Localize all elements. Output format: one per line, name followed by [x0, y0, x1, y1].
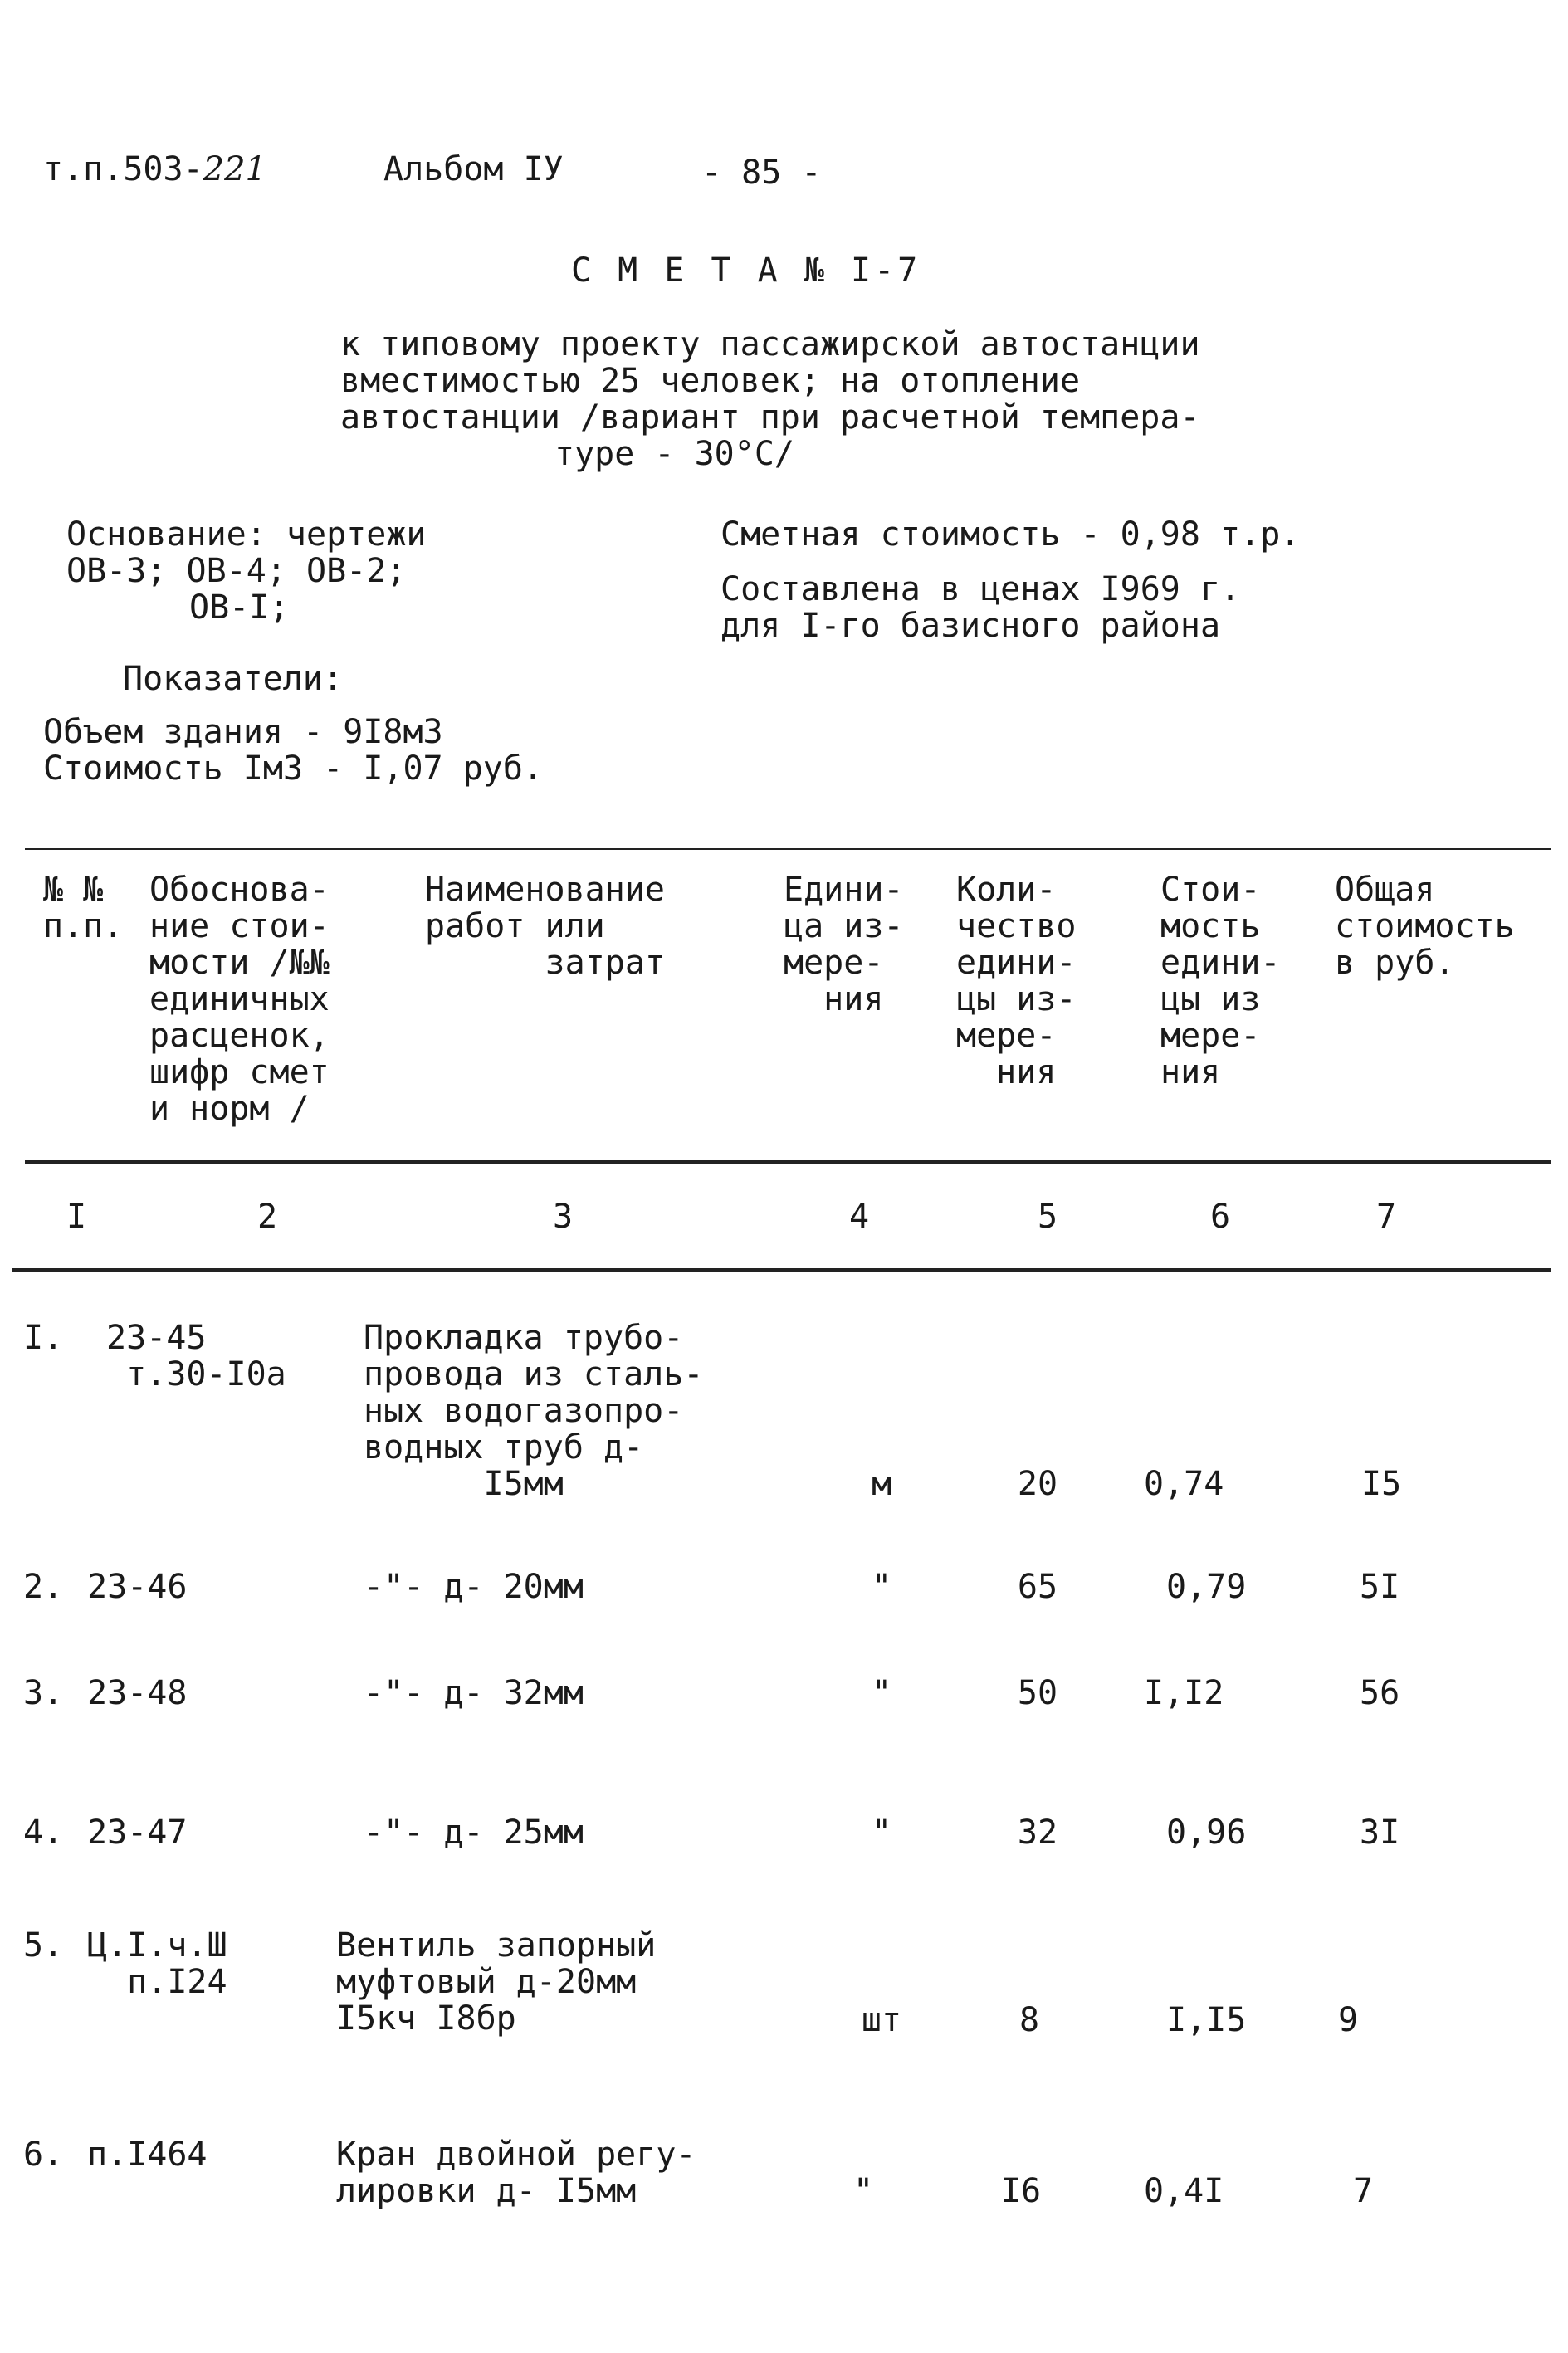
row-1-price: 0,74	[1144, 1465, 1224, 1503]
column-numbers-rule	[12, 1268, 1551, 1272]
row-3-total: 56	[1360, 1674, 1400, 1712]
row-3-quantity: 50	[1017, 1674, 1058, 1712]
row-2-name: -"- д- 20мм	[364, 1568, 584, 1606]
row-2-unit: "	[871, 1568, 892, 1606]
estimate-title: С М Е Т А № I-7	[571, 251, 921, 290]
header-cost-basis: Обоснова- ние стои- мости /№№ единичных расценок, шифр смет и норм /	[149, 871, 330, 1128]
row-2-number: 2.	[23, 1568, 64, 1606]
building-volume: Объем здания - 9I8м3	[43, 713, 443, 751]
row-3-price: I,I2	[1144, 1674, 1224, 1712]
document-code	[43, 151, 266, 188]
row-1-number: I.	[23, 1319, 64, 1357]
row-2-basis: 23-46	[87, 1568, 188, 1606]
row-5-unit: шт	[861, 2001, 902, 2039]
title-line-4: туре - 30°С/	[554, 435, 794, 473]
header-row-number: № № п.п.	[43, 871, 124, 945]
column-number-1: I	[66, 1198, 87, 1236]
header-work-name: Наименование работ или затрат	[425, 871, 665, 982]
row-6-unit: "	[852, 2172, 874, 2210]
row-1-basis: 23-45 т.30-I0а	[106, 1319, 286, 1394]
row-5-number: 5.	[23, 1926, 64, 1965]
title-line-3: автостанции /вариант при расчетной темпера-	[340, 398, 1200, 437]
basis-line-2: ОВ-3; ОВ-4; ОВ-2;	[66, 552, 407, 590]
row-4-number: 4.	[23, 1814, 64, 1852]
row-4-unit: "	[871, 1814, 892, 1852]
column-number-5: 5	[1037, 1198, 1058, 1236]
column-number-7: 7	[1375, 1198, 1397, 1236]
row-6-basis: п.I464	[87, 2136, 208, 2174]
row-4-basis: 23-47	[87, 1814, 188, 1852]
row-3-basis: 23-48	[87, 1674, 188, 1712]
header-bottom-rule	[25, 1160, 1551, 1164]
base-region: для I-го базисного района	[720, 607, 1221, 645]
column-number-4: 4	[848, 1198, 870, 1236]
row-5-total: 9	[1338, 2001, 1359, 2039]
row-6-number: 6.	[23, 2136, 64, 2174]
row-5-name: Вентиль запорный муфтовый д-20мм I5кч I8бр	[336, 1926, 657, 2038]
page-number: - 85 -	[701, 154, 822, 192]
row-3-name: -"- д- 32мм	[364, 1674, 584, 1712]
header-total: Общая стоимость в руб.	[1335, 871, 1515, 982]
row-3-number: 3.	[23, 1674, 64, 1712]
document-code-printed: т.п.503-	[43, 150, 203, 188]
header-quantity: Коли- чество едини- цы из- мере- ния	[956, 871, 1077, 1091]
basis-line-3: ОВ-I;	[189, 588, 290, 627]
row-1-name: Прокладка трубо- провода из сталь- ных водогазопро- водных труб д- I5мм	[364, 1319, 704, 1503]
row-1-quantity: 20	[1017, 1465, 1058, 1503]
row-6-name: Кран двойной регу- лировки д- I5мм	[336, 2136, 696, 2210]
row-1-total: I5	[1361, 1465, 1402, 1503]
row-2-quantity: 65	[1017, 1568, 1058, 1606]
unit-cost: Стоимость Iм3 - I,07 руб.	[43, 749, 544, 788]
album-label: Альбом IУ	[383, 150, 564, 188]
estimated-cost: Сметная стоимость - 0,98 т.р.	[720, 515, 1301, 554]
column-number-3: 3	[552, 1198, 574, 1236]
price-basis: Составлена в ценах I969 г.	[720, 570, 1241, 608]
title-line-1: к типовому проекту пассажирской автостанции	[340, 325, 1200, 364]
table-top-rule	[25, 848, 1551, 850]
row-4-quantity: 32	[1017, 1814, 1058, 1852]
basis-line-1: Основание: чертежи	[66, 515, 427, 554]
row-6-quantity: I6	[1000, 2172, 1042, 2210]
indicators-heading: Показатели:	[123, 660, 343, 698]
title-line-2: вместимостью 25 человек; на отопление	[340, 362, 1081, 400]
column-number-2: 2	[256, 1198, 278, 1236]
document-code-handwritten: 221	[203, 150, 267, 188]
header-unit-price: Стои- мость едини- цы из мере- ния	[1160, 871, 1281, 1091]
row-2-total: 5I	[1360, 1568, 1400, 1606]
row-1-unit: м	[871, 1465, 892, 1503]
row-2-price: 0,79	[1166, 1568, 1247, 1606]
header-unit: Едини- ца из- мере- ния	[784, 871, 904, 1018]
row-3-unit: "	[871, 1674, 892, 1712]
row-4-price: 0,96	[1166, 1814, 1247, 1852]
column-number-6: 6	[1209, 1198, 1231, 1236]
row-5-basis: Ц.I.ч.Ш п.I24	[87, 1926, 227, 2001]
row-5-quantity: 8	[1018, 2001, 1040, 2039]
row-4-total: 3I	[1360, 1814, 1400, 1852]
row-6-total: 7	[1353, 2172, 1374, 2210]
row-4-name: -"- д- 25мм	[364, 1814, 584, 1852]
row-6-price: 0,4I	[1144, 2172, 1224, 2210]
row-5-price: I,I5	[1166, 2001, 1247, 2039]
